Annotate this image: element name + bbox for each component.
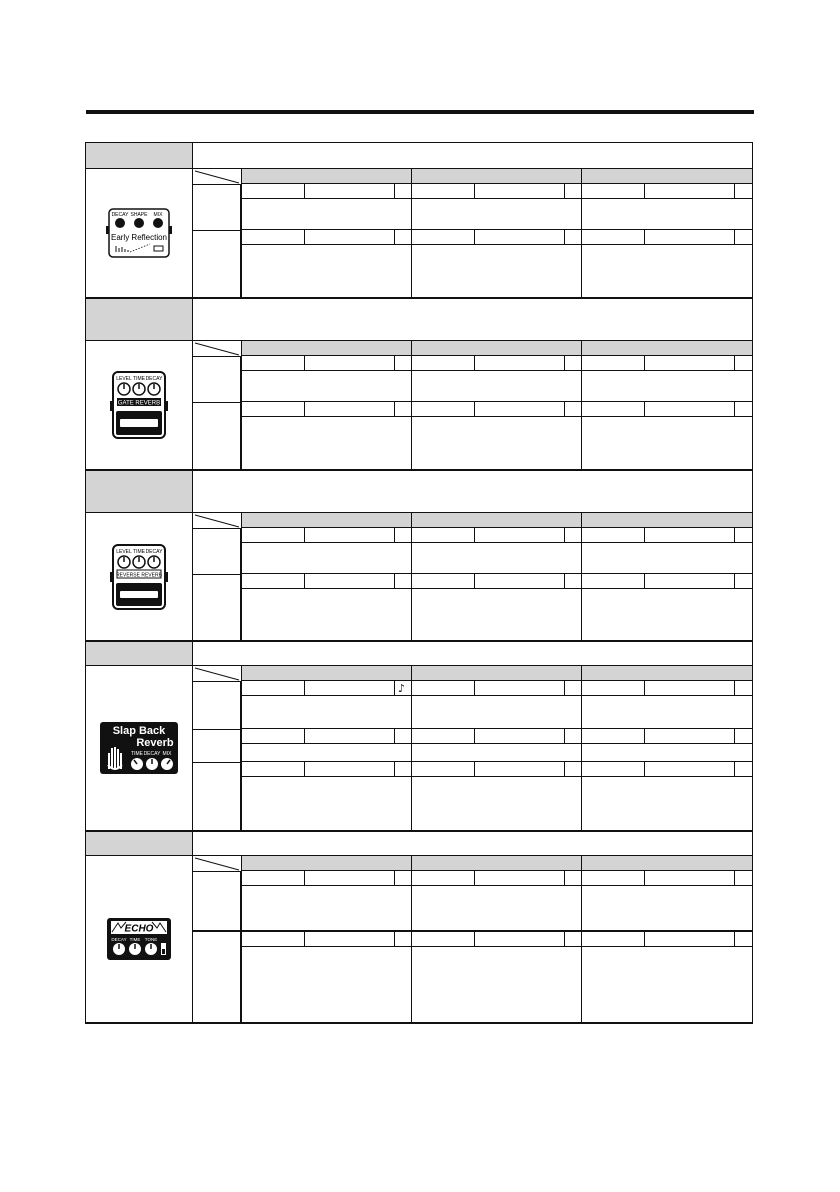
- param-row-label: [193, 871, 241, 930]
- effect-name-cell: [86, 642, 193, 666]
- param-row-label: [193, 184, 241, 230]
- param-value-row: [581, 729, 752, 744]
- param-value-row: [581, 528, 752, 543]
- effect-image-cell: [86, 341, 193, 469]
- param-description: [581, 245, 752, 297]
- param-description: [241, 696, 411, 729]
- pedal-knob-label: DECAY: [143, 751, 161, 757]
- corner-diagonal: [193, 341, 241, 357]
- pedal-knob-label: DECAY: [111, 937, 127, 942]
- pedal-title-line-1: Slap Back: [112, 725, 166, 737]
- pedal-knob-label: DECAY: [145, 548, 163, 555]
- param-row-label: [193, 681, 241, 729]
- param-description: [581, 744, 752, 762]
- param-description: [411, 199, 581, 230]
- param-value-row: [581, 681, 752, 696]
- param-value-row: [241, 402, 411, 417]
- param-description: [411, 417, 581, 469]
- param-row-label: [193, 574, 241, 640]
- early-reflection-pedal-icon: [106, 208, 172, 258]
- param-value-row: [581, 402, 752, 417]
- pedal-knob-label: DECAY: [145, 376, 163, 382]
- effect-name-cell: [86, 299, 193, 341]
- param-value-row: [411, 230, 581, 245]
- param-description: [411, 744, 581, 762]
- param-value-row: [241, 230, 411, 245]
- param-description: [411, 371, 581, 402]
- corner-diagonal: [193, 856, 241, 872]
- knob-2-header: [411, 513, 581, 528]
- param-value-row: [411, 356, 581, 371]
- pedal-title: ECHO: [124, 923, 154, 935]
- knob-1-header: [241, 666, 411, 681]
- knob-2-header: [411, 341, 581, 356]
- pedal-title: Early Reflection: [110, 233, 168, 242]
- param-description: [581, 947, 752, 1022]
- param-description: [241, 417, 411, 469]
- param-description: [241, 199, 411, 230]
- pedal-knob-label: MIX: [153, 212, 163, 218]
- pedal-knob-label: LEVEL: [116, 548, 132, 555]
- effect-image-cell: [86, 513, 193, 640]
- param-row-label: [193, 729, 241, 762]
- pedal-knob-label: TIME: [133, 376, 145, 382]
- gate-reverb-pedal-icon: [110, 371, 168, 439]
- param-value-row: [411, 574, 581, 589]
- param-row-label: [193, 528, 241, 574]
- param-value-row: [581, 356, 752, 371]
- param-value-row: [581, 184, 752, 199]
- knob-3-header: [581, 341, 752, 356]
- knob-3-header: [581, 666, 752, 681]
- pedal-title: REVERSE REVERB: [116, 572, 162, 578]
- param-value-row: [241, 871, 411, 886]
- effect-description-cell: [193, 642, 752, 666]
- param-value-row: [241, 574, 411, 589]
- effect-image-cell: [86, 169, 193, 297]
- knob-3-header: [581, 513, 752, 528]
- param-description: [241, 744, 411, 762]
- pedal-knob-label: TONE: [144, 937, 158, 942]
- param-value-row: [581, 871, 752, 886]
- pedal-knob-label: TIME: [131, 751, 143, 757]
- effect-description-cell: [193, 832, 752, 856]
- param-description: [241, 371, 411, 402]
- param-value-row: [581, 574, 752, 589]
- param-value-row: [411, 932, 581, 947]
- param-row-label: [193, 402, 241, 469]
- knob-3-header: [581, 856, 752, 871]
- param-value-row: [411, 762, 581, 777]
- effect-image-cell: [86, 666, 193, 830]
- effect-description-cell: [193, 299, 752, 341]
- param-description: [581, 199, 752, 230]
- param-value-row: [241, 356, 411, 371]
- param-value-row: [241, 762, 411, 777]
- param-value-row: [241, 528, 411, 543]
- reverse-reverb-pedal-icon: [110, 544, 168, 610]
- param-description: [241, 886, 411, 930]
- param-description: [581, 417, 752, 469]
- param-value-row: [241, 184, 411, 199]
- param-row-label: [193, 762, 241, 830]
- param-description: [581, 696, 752, 729]
- param-description: [581, 589, 752, 640]
- pedal-title-line-2: Reverb: [136, 737, 174, 749]
- param-description: [411, 245, 581, 297]
- param-value-row: [411, 528, 581, 543]
- pedal-knob-label: LEVEL: [116, 376, 132, 382]
- param-value-row: [241, 932, 411, 947]
- pedal-knob-label: TIME: [133, 548, 145, 555]
- knob-1-header: [241, 341, 411, 356]
- effect-description-cell: [193, 143, 752, 169]
- param-description: [241, 777, 411, 830]
- knob-1-header: [241, 169, 411, 184]
- param-description: [581, 371, 752, 402]
- param-description: [411, 777, 581, 830]
- corner-diagonal: [193, 169, 241, 185]
- param-description: [581, 886, 752, 930]
- param-value-row: [411, 402, 581, 417]
- pedal-knob-label: MIX: [162, 751, 172, 757]
- param-description: [241, 543, 411, 574]
- knob-2-header: [411, 169, 581, 184]
- param-description: [411, 589, 581, 640]
- param-value-row: [411, 729, 581, 744]
- knob-1-header: [241, 856, 411, 871]
- param-value-row: [241, 681, 411, 696]
- effect-name-cell: [86, 471, 193, 513]
- knob-2-header: [411, 856, 581, 871]
- param-description: [411, 696, 581, 729]
- param-description: [241, 947, 411, 1022]
- param-description: [411, 947, 581, 1022]
- effect-name-cell: [86, 832, 193, 856]
- knob-3-header: [581, 169, 752, 184]
- slap-back-reverb-pedal-icon: [99, 721, 179, 775]
- param-row-label: [193, 932, 241, 1022]
- corner-diagonal: [193, 513, 241, 529]
- echo-pedal-icon: [106, 917, 172, 961]
- param-value-row: [581, 762, 752, 777]
- pedal-knob-label: TIME: [129, 937, 141, 942]
- param-description: [411, 886, 581, 930]
- param-value-row: [581, 932, 752, 947]
- page-top-rule: [86, 110, 754, 114]
- param-description: [581, 543, 752, 574]
- effect-name-cell: [86, 143, 193, 169]
- tempo-sync-icon: ♪: [398, 682, 406, 695]
- param-value-row: [411, 681, 581, 696]
- knob-1-header: [241, 513, 411, 528]
- knob-2-header: [411, 666, 581, 681]
- effect-description-cell: [193, 471, 752, 513]
- param-value-row: [581, 230, 752, 245]
- param-description: [581, 777, 752, 830]
- param-value-row: [241, 729, 411, 744]
- param-row-label: [193, 356, 241, 402]
- pedal-knob-label: SHAPE: [130, 212, 148, 218]
- param-description: [241, 245, 411, 297]
- effect-image-cell: [86, 856, 193, 1022]
- param-description: [241, 589, 411, 640]
- param-value-row: [411, 184, 581, 199]
- param-description: [411, 543, 581, 574]
- param-row-label: [193, 230, 241, 297]
- param-value-row: [411, 871, 581, 886]
- corner-diagonal: [193, 666, 241, 682]
- pedal-knob-label: DECAY: [111, 212, 129, 218]
- pedal-title: GATE REVERB: [117, 400, 161, 407]
